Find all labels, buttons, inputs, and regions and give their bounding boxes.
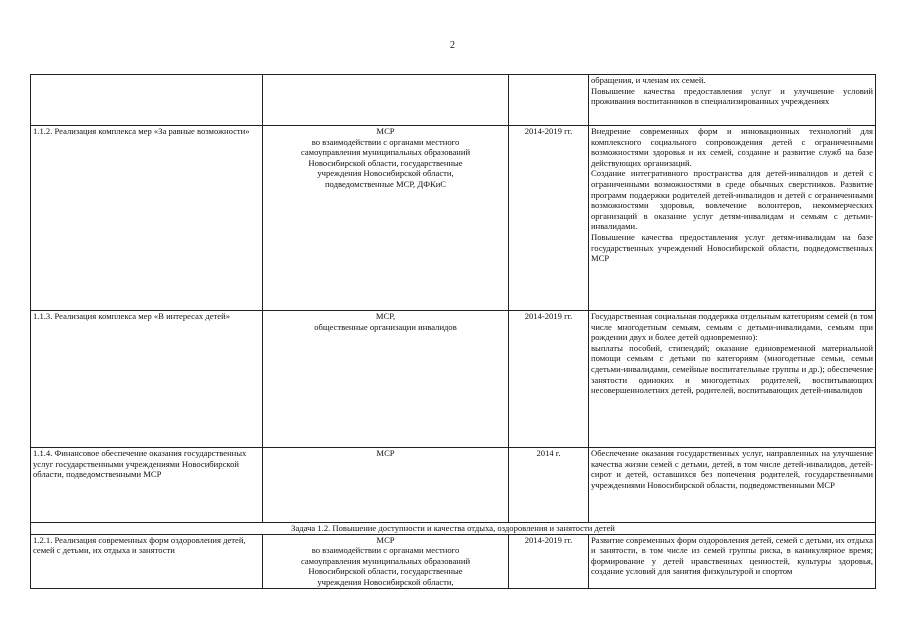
period-cell: 2014-2019 гг.: [509, 534, 589, 588]
executor-line: учреждения Новосибирской области,: [317, 168, 454, 179]
results-paragraph: Обеспечение оказания государственных услуг, направленных на улучшение качества жизни семей с детьми, детей, в том числе детей-инвалидов, детей-сирот и детей, оставшихся без попечения родителей, государственными учреждениями Новосибирской области, подведомственными МСР: [591, 448, 873, 490]
executor-line: самоуправления муниципальных образований: [300, 147, 471, 158]
executor-line: МСР,: [375, 311, 396, 321]
task-heading: Задача 1.2. Повышение доступности и качества отдыха, оздоровления и занятости детей: [31, 523, 876, 535]
executors-cell: [263, 448, 509, 523]
period-cell: 2014-2019 гг.: [509, 311, 589, 448]
period-cell: 2014-2019 гг.: [509, 126, 589, 311]
executor-line: МСР: [376, 126, 395, 136]
measures-table: [30, 74, 876, 589]
executor-line: во взаимодействии с органами местного: [311, 136, 460, 147]
executor-line: общественные организации инвалидов: [314, 321, 457, 332]
executor-line: Новосибирской области, государственные: [308, 566, 463, 577]
executor-line: МСР: [376, 534, 395, 545]
results-cell: [589, 534, 876, 588]
executor-line: во взаимодействии с органами местного: [311, 545, 460, 556]
executors-cell: [263, 75, 509, 126]
table-row: [31, 448, 876, 523]
results-cell: [589, 448, 876, 523]
executor-line: самоуправления муниципальных образований: [300, 555, 471, 566]
period-cell: 2014 г.: [509, 448, 589, 523]
executors-cell: [263, 311, 509, 448]
results-paragraph: обращения, и членам их семей.: [591, 75, 706, 85]
page-number: 2: [450, 40, 455, 51]
measure-cell: 1.2.1. Реализация современных форм оздоровления детей, семей с детьми, их отдыха и занятости: [31, 534, 263, 588]
results-paragraph: Внедрение современных форм и инновационных технологий для комплексного социального сопровождения детей с ограниченными возможностями здоровья и их семей, создание и развитие служб на базе действующих организаций.: [591, 126, 873, 168]
results-paragraph: Повышение качества предоставления услуг детям-инвалидам на базе государственных учреждений Новосибирской области, подведомственных МСР: [591, 231, 873, 264]
results-paragraph: Государственная социальная поддержка отдельным категориям семей (в том числе многодетным семьям, семьям с детьми-инвалидами, семьям при рождении двух и более детей одновременно):: [591, 311, 873, 343]
measure-cell: 1.1.2. Реализация комплекса мер «За равные возможности»: [31, 126, 263, 311]
executor-line: Новосибирской области, государственные: [308, 157, 463, 168]
executors-cell: [263, 126, 509, 311]
executor-line: подведомственные МСР, ДФКиС: [324, 178, 447, 189]
table-row: [31, 534, 876, 588]
measure-cell: [31, 75, 263, 126]
table-row: [31, 311, 876, 448]
results-paragraph: Повышение качества предоставления услуг и улучшение условий проживания воспитанников в специализированных учреждениях: [591, 85, 873, 107]
results-paragraph: Создание интегративного пространства для детей-инвалидов и детей с ограниченными возможностями в среде обычных сверстников. Развитие программ поддержки родителей детей-инвалидов и детей с ограниченными возможностями здоровья, вовлечение волонтеров, некоммерческих организаций в оказание услуг детям-инвалидам и семьям с детьми-инвалидами.: [591, 168, 873, 232]
results-cell: [589, 126, 876, 311]
results-cell: [589, 311, 876, 448]
table-row: [31, 75, 876, 126]
period-cell: [509, 75, 589, 126]
task-heading-row: [31, 523, 876, 535]
executor-line: МСР: [376, 448, 395, 458]
results-paragraph: Развитие современных форм оздоровления детей, семей с детьми, их отдыха и занятости, в том числе из семей группы риска, в каникулярное время; формирование у детей нравственных ценностей, культуры здоровья, создание условий для занятия физкультурой и спортом: [591, 534, 873, 577]
results-paragraph: выплаты пособий, стипендий; оказание единовременной материальной помощи семьям с детьми по категориям (многодетные семьи, семьи сдетьми-инвалидами, семейные воспитательные группы и др.); обеспечение занятости одиноких и многодетных родителей, воспитывающих несовершеннолетних детей, родителей, воспитывающих детей-инвалидов: [591, 342, 873, 396]
measure-cell: 1.1.3. Реализация комплекса мер «В интересах детей»: [31, 311, 263, 448]
executors-cell: [263, 534, 509, 588]
measure-cell: 1.1.4. Финансовое обеспечение оказания государственных услуг государственными учреждениями Новосибирской области, подведомственными МСР: [31, 448, 263, 523]
results-cell: [589, 75, 876, 126]
table-row: [31, 126, 876, 311]
executor-line: учреждения Новосибирской области,: [317, 576, 454, 587]
